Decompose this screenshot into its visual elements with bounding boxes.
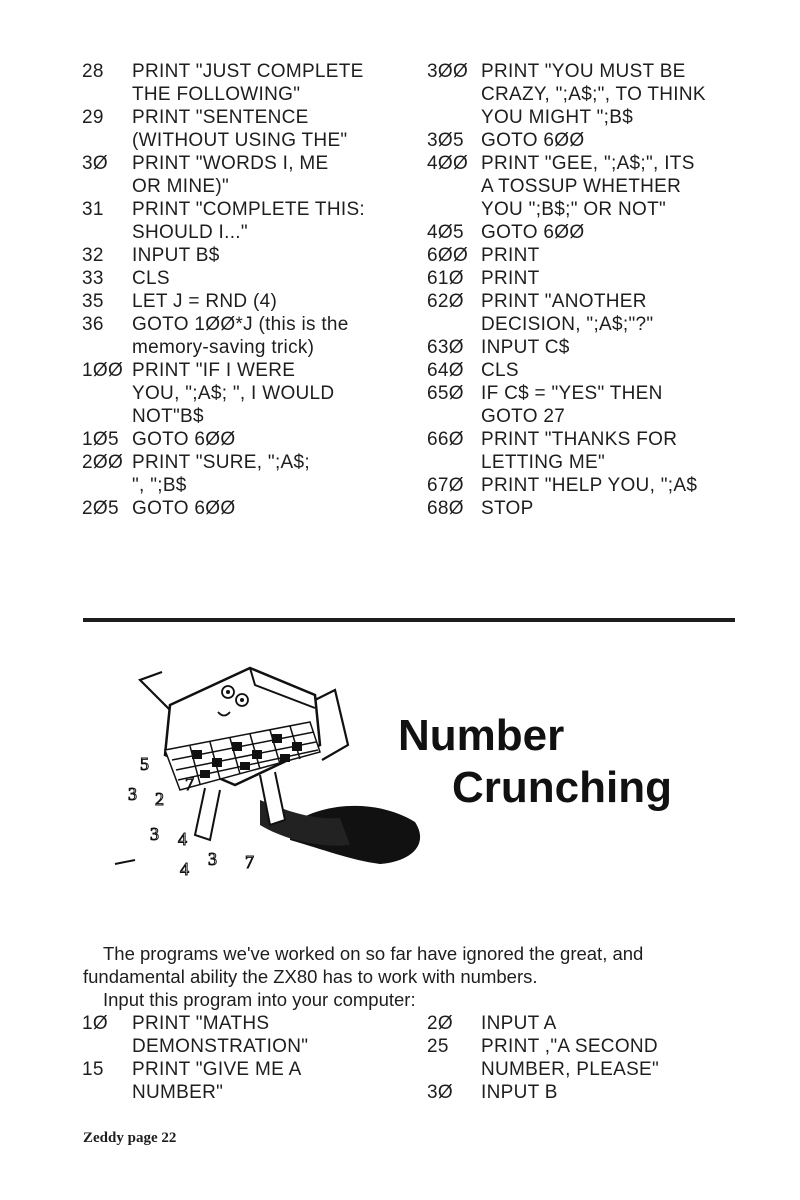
code-text: GOTO 6ØØ xyxy=(132,498,236,519)
code-text: YOU ";B$;" OR NOT" xyxy=(481,199,667,220)
listing-line xyxy=(427,451,757,474)
listing-line xyxy=(427,60,757,83)
code-text: A TOSSUP WHETHER xyxy=(481,176,682,197)
code-text: OR MINE)" xyxy=(132,176,230,197)
code-text: ", ";B$ xyxy=(132,475,187,496)
svg-text:2: 2 xyxy=(155,789,164,809)
code-text: (WITHOUT USING THE" xyxy=(132,130,348,151)
listing-line xyxy=(427,497,757,520)
code-text: PRINT xyxy=(481,245,540,266)
line-number: 35 xyxy=(82,291,104,312)
listing-line xyxy=(82,382,402,405)
line-number: 67Ø xyxy=(427,475,464,496)
section-heading-line2: Crunching xyxy=(452,763,672,812)
code-text: PRINT "WORDS I, ME xyxy=(132,153,329,174)
line-number: 64Ø xyxy=(427,360,464,381)
listing-line xyxy=(82,60,402,83)
code-text: PRINT "IF I WERE xyxy=(132,360,296,381)
code-text: PRINT xyxy=(481,268,540,289)
line-number: 3ØØ xyxy=(427,61,469,82)
code-text: INPUT A xyxy=(481,1013,557,1034)
listing-line xyxy=(427,474,757,497)
code-text: PRINT "HELP YOU, ";A$ xyxy=(481,475,698,496)
line-number: 4Ø5 xyxy=(427,222,464,243)
program-listing-right xyxy=(427,60,757,520)
listing-line xyxy=(427,267,757,290)
line-number: 68Ø xyxy=(427,498,464,519)
listing-line xyxy=(82,451,402,474)
code-text: PRINT "COMPLETE THIS: xyxy=(132,199,365,220)
code-text: GOTO 27 xyxy=(481,406,566,427)
line-number: 65Ø xyxy=(427,383,464,404)
section-divider xyxy=(83,618,735,622)
line-number: 28 xyxy=(82,61,104,82)
line-number: 3Ø xyxy=(427,1082,453,1103)
listing-line xyxy=(427,313,757,336)
svg-text:3: 3 xyxy=(128,784,137,804)
line-number: 66Ø xyxy=(427,429,464,450)
code-text: SHOULD I..." xyxy=(132,222,248,243)
listing-line xyxy=(82,129,402,152)
line-number: 61Ø xyxy=(427,268,464,289)
listing-line xyxy=(82,290,402,313)
listing-line xyxy=(82,175,402,198)
code-text: PRINT ,"A SECOND xyxy=(481,1036,658,1057)
listing-line xyxy=(82,1081,402,1104)
listing-line xyxy=(427,405,757,428)
code-text: PRINT "ANOTHER xyxy=(481,291,647,312)
code-text: DEMONSTRATION" xyxy=(132,1036,309,1057)
svg-text:7: 7 xyxy=(245,852,254,872)
listing-line xyxy=(82,221,402,244)
listing-line xyxy=(82,198,402,221)
line-number: 63Ø xyxy=(427,337,464,358)
line-number: 2Ø5 xyxy=(82,498,119,519)
code-text: INPUT B xyxy=(481,1082,558,1103)
listing-line xyxy=(427,1081,757,1104)
listing-line xyxy=(82,1058,402,1081)
listing-line xyxy=(82,1035,402,1058)
code-text: STOP xyxy=(481,498,534,519)
cruncher-robot-icon xyxy=(110,650,440,885)
line-number: 1ØØ xyxy=(82,360,124,381)
line-number: 6ØØ xyxy=(427,245,469,266)
code-text: DECISION, ";A$;"?" xyxy=(481,314,654,335)
line-number: 33 xyxy=(82,268,104,289)
listing-line xyxy=(427,336,757,359)
listing-line xyxy=(82,336,402,359)
listing-line xyxy=(82,106,402,129)
code-text: INPUT B$ xyxy=(132,245,220,266)
listing-line xyxy=(82,244,402,267)
intro-instruction: Input this program into your computer: xyxy=(103,989,416,1010)
program-listing-bottom-right xyxy=(427,1012,757,1104)
line-number: 3Ø xyxy=(82,153,108,174)
page-footer: Zeddy page 22 xyxy=(83,1130,177,1146)
listing-line xyxy=(82,474,402,497)
listing-line xyxy=(427,290,757,313)
line-number: 32 xyxy=(82,245,104,266)
svg-text:5: 5 xyxy=(140,754,149,774)
line-number: 15 xyxy=(82,1059,104,1080)
code-text: THE FOLLOWING" xyxy=(132,84,301,105)
listing-line xyxy=(427,152,757,175)
code-text: INPUT C$ xyxy=(481,337,570,358)
code-text: PRINT "JUST COMPLETE xyxy=(132,61,364,82)
code-text: NUMBER, PLEASE" xyxy=(481,1059,660,1080)
listing-line xyxy=(82,359,402,382)
line-number: 25 xyxy=(427,1036,449,1057)
code-text: PRINT "SENTENCE xyxy=(132,107,309,128)
code-text: PRINT "THANKS FOR xyxy=(481,429,678,450)
code-text: PRINT "SURE, ";A$; xyxy=(132,452,310,473)
line-number: 2Ø xyxy=(427,1013,453,1034)
listing-line xyxy=(82,152,402,175)
listing-line xyxy=(427,428,757,451)
listing-line xyxy=(427,1058,757,1081)
code-text: GOTO 6ØØ xyxy=(481,130,585,151)
code-text: GOTO 1ØØ*J (this is the xyxy=(132,314,349,335)
code-text: PRINT "YOU MUST BE xyxy=(481,61,686,82)
code-text: GOTO 6ØØ xyxy=(132,429,236,450)
svg-text:3: 3 xyxy=(150,824,159,844)
listing-line xyxy=(427,198,757,221)
program-listing-bottom-left xyxy=(82,1012,402,1104)
listing-line xyxy=(82,1012,402,1035)
listing-line xyxy=(427,175,757,198)
line-number: 1Ø xyxy=(82,1013,108,1034)
listing-line xyxy=(82,497,402,520)
line-number: 36 xyxy=(82,314,104,335)
program-listing-left xyxy=(82,60,402,520)
svg-text:7: 7 xyxy=(185,774,194,794)
svg-text:3: 3 xyxy=(208,849,217,869)
listing-line xyxy=(427,1035,757,1058)
line-number: 4ØØ xyxy=(427,153,469,174)
code-text: PRINT "MATHS xyxy=(132,1013,270,1034)
listing-line xyxy=(427,382,757,405)
intro-paragraph: The programs we've worked on so far have ignored the great, and fundamental ability the ZX80 has to work with numbers. xyxy=(83,943,644,987)
line-number: 2ØØ xyxy=(82,452,124,473)
code-text: LETTING ME" xyxy=(481,452,606,473)
line-number: 3Ø5 xyxy=(427,130,464,151)
section-heading-line1: Number xyxy=(398,711,565,760)
number-cruncher-illustration xyxy=(110,650,440,885)
code-text: LET J = RND (4) xyxy=(132,291,278,312)
code-text: IF C$ = "YES" THEN xyxy=(481,383,663,404)
listing-line xyxy=(82,428,402,451)
listing-line xyxy=(427,83,757,106)
listing-line xyxy=(82,267,402,290)
listing-line xyxy=(82,313,402,336)
svg-text:4: 4 xyxy=(178,829,187,849)
code-text: YOU, ";A$; ", I WOULD xyxy=(132,383,335,404)
listing-line xyxy=(427,1012,757,1035)
listing-line xyxy=(427,221,757,244)
listing-line xyxy=(82,83,402,106)
line-number: 62Ø xyxy=(427,291,464,312)
svg-text:4: 4 xyxy=(180,859,189,879)
code-text: CLS xyxy=(481,360,519,381)
listing-line xyxy=(427,359,757,382)
code-text: CLS xyxy=(132,268,170,289)
code-text: CRAZY, ";A$;", TO THINK xyxy=(481,84,706,105)
code-text: NOT"B$ xyxy=(132,406,204,427)
listing-line xyxy=(427,244,757,267)
code-text: memory-saving trick) xyxy=(132,337,315,358)
code-text: GOTO 6ØØ xyxy=(481,222,585,243)
listing-line xyxy=(427,129,757,152)
line-number: 29 xyxy=(82,107,104,128)
line-number: 31 xyxy=(82,199,104,220)
line-number: 1Ø5 xyxy=(82,429,119,450)
code-text: YOU MIGHT ";B$ xyxy=(481,107,634,128)
code-text: PRINT "GEE, ";A$;", ITS xyxy=(481,153,695,174)
listing-line xyxy=(427,106,757,129)
listing-line xyxy=(82,405,402,428)
code-text: PRINT "GIVE ME A xyxy=(132,1059,302,1080)
code-text: NUMBER" xyxy=(132,1082,224,1103)
